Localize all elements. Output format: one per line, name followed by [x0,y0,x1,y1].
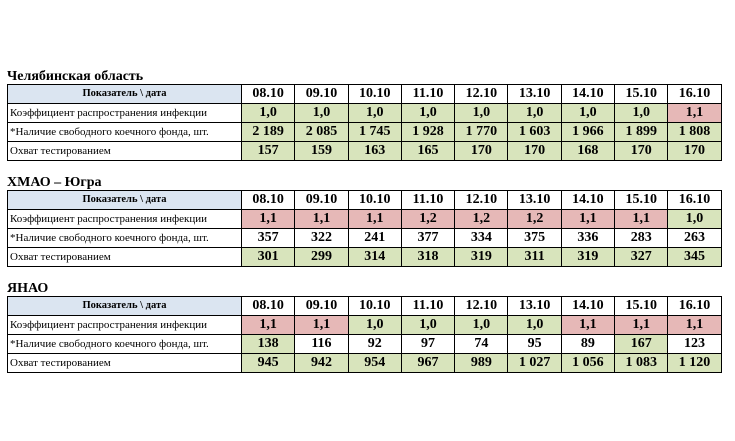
value-cell: 1,0 [455,316,508,335]
date-header-cell: 14.10 [561,191,614,210]
table-row [8,123,722,142]
region-title: Челябинская область [7,69,144,84]
header-row [8,191,722,210]
value-cell: 377 [401,229,454,248]
date-header-cell: 15.10 [615,297,668,316]
value-cell: 263 [668,229,721,248]
date-header-cell: 14.10 [561,85,614,104]
value-cell: 170 [668,142,721,161]
region-title: ХМАО – Югра [7,175,102,190]
date-header-cell: 09.10 [295,191,348,210]
header-label-cell: Показатель \ дата [8,85,242,104]
date-header-cell: 12.10 [455,297,508,316]
date-header-cell: 15.10 [615,85,668,104]
value-cell: 1,0 [295,104,348,123]
date-header-cell: 11.10 [401,85,454,104]
value-cell: 319 [455,248,508,267]
value-cell: 95 [508,335,561,354]
value-cell: 1 603 [508,123,561,142]
table-row [8,229,722,248]
date-header-cell: 09.10 [295,85,348,104]
value-cell: 314 [348,248,401,267]
date-header-cell: 11.10 [401,297,454,316]
value-cell: 318 [401,248,454,267]
region-khmao [7,175,722,267]
table-row [8,104,722,123]
table-row [8,316,722,335]
value-cell: 1,0 [401,316,454,335]
value-cell: 1,1 [561,316,614,335]
row-label-cell: Коэффициент распространения инфекции [8,316,242,335]
header-label-cell: Показатель \ дата [8,297,242,316]
value-cell: 1,1 [242,210,295,229]
value-cell: 1,1 [561,210,614,229]
row-label-cell: Коэффициент распространения инфекции [8,210,242,229]
value-cell: 319 [561,248,614,267]
date-header-cell: 10.10 [348,191,401,210]
value-cell: 1,1 [348,210,401,229]
value-cell: 1,0 [242,104,295,123]
value-cell: 138 [242,335,295,354]
region-yanao [7,281,722,373]
row-label-cell: Охват тестированием [8,142,242,161]
value-cell: 97 [401,335,454,354]
value-cell: 89 [561,335,614,354]
value-cell: 1,1 [615,210,668,229]
date-header-cell: 10.10 [348,85,401,104]
region-chelyabinsk [7,69,722,161]
date-header-cell: 14.10 [561,297,614,316]
value-cell: 1,1 [295,316,348,335]
value-cell: 1 083 [615,354,668,373]
value-cell: 1 745 [348,123,401,142]
value-cell: 1,0 [348,104,401,123]
value-cell: 1 056 [561,354,614,373]
value-cell: 1,0 [508,104,561,123]
header-label-cell: Показатель \ дата [8,191,242,210]
value-cell: 301 [242,248,295,267]
value-cell: 283 [615,229,668,248]
value-cell: 2 085 [295,123,348,142]
value-cell: 1,1 [615,316,668,335]
table-row [8,210,722,229]
value-cell: 1,0 [348,316,401,335]
date-header-cell: 12.10 [455,85,508,104]
value-cell: 170 [615,142,668,161]
table-row [8,248,722,267]
value-cell: 1 027 [508,354,561,373]
indicator-table [7,190,722,267]
date-header-cell: 16.10 [668,191,721,210]
value-cell: 1,2 [455,210,508,229]
value-cell: 1,0 [561,104,614,123]
value-cell: 163 [348,142,401,161]
row-label-cell: *Наличие свободного коечного фонда, шт. [8,229,242,248]
value-cell: 1 899 [615,123,668,142]
value-cell: 1,2 [508,210,561,229]
value-cell: 74 [455,335,508,354]
value-cell: 2 189 [242,123,295,142]
value-cell: 375 [508,229,561,248]
date-header-cell: 12.10 [455,191,508,210]
value-cell: 159 [295,142,348,161]
value-cell: 116 [295,335,348,354]
value-cell: 1 808 [668,123,721,142]
value-cell: 1 120 [668,354,721,373]
date-header-cell: 13.10 [508,191,561,210]
value-cell: 170 [455,142,508,161]
header-row [8,297,722,316]
value-cell: 345 [668,248,721,267]
value-cell: 1 770 [455,123,508,142]
value-cell: 954 [348,354,401,373]
date-header-cell: 15.10 [615,191,668,210]
value-cell: 1,0 [508,316,561,335]
value-cell: 942 [295,354,348,373]
value-cell: 989 [455,354,508,373]
date-header-cell: 13.10 [508,297,561,316]
value-cell: 92 [348,335,401,354]
date-header-cell: 10.10 [348,297,401,316]
date-header-cell: 16.10 [668,85,721,104]
value-cell: 157 [242,142,295,161]
value-cell: 1,1 [668,104,721,123]
date-header-cell: 08.10 [242,191,295,210]
row-label-cell: Коэффициент распространения инфекции [8,104,242,123]
date-header-cell: 08.10 [242,85,295,104]
value-cell: 1,1 [295,210,348,229]
value-cell: 1,0 [455,104,508,123]
value-cell: 327 [615,248,668,267]
table-row [8,354,722,373]
indicator-table [7,84,722,161]
date-header-cell: 13.10 [508,85,561,104]
value-cell: 165 [401,142,454,161]
row-label-cell: Охват тестированием [8,354,242,373]
table-row [8,142,722,161]
value-cell: 241 [348,229,401,248]
value-cell: 168 [561,142,614,161]
table-row [8,335,722,354]
value-cell: 1,2 [401,210,454,229]
value-cell: 336 [561,229,614,248]
row-label-cell: *Наличие свободного коечного фонда, шт. [8,335,242,354]
value-cell: 1,1 [668,316,721,335]
value-cell: 1 928 [401,123,454,142]
value-cell: 1,0 [668,210,721,229]
value-cell: 334 [455,229,508,248]
value-cell: 945 [242,354,295,373]
row-label-cell: Охват тестированием [8,248,242,267]
value-cell: 1,0 [401,104,454,123]
value-cell: 322 [295,229,348,248]
value-cell: 123 [668,335,721,354]
value-cell: 967 [401,354,454,373]
row-label-cell: *Наличие свободного коечного фонда, шт. [8,123,242,142]
value-cell: 1,1 [242,316,295,335]
date-header-cell: 11.10 [401,191,454,210]
value-cell: 311 [508,248,561,267]
value-cell: 299 [295,248,348,267]
header-row [8,85,722,104]
region-title: ЯНАО [7,281,49,296]
value-cell: 1,0 [615,104,668,123]
value-cell: 1 966 [561,123,614,142]
date-header-cell: 16.10 [668,297,721,316]
date-header-cell: 08.10 [242,297,295,316]
date-header-cell: 09.10 [295,297,348,316]
indicator-table [7,296,722,373]
value-cell: 357 [242,229,295,248]
value-cell: 167 [615,335,668,354]
value-cell: 170 [508,142,561,161]
